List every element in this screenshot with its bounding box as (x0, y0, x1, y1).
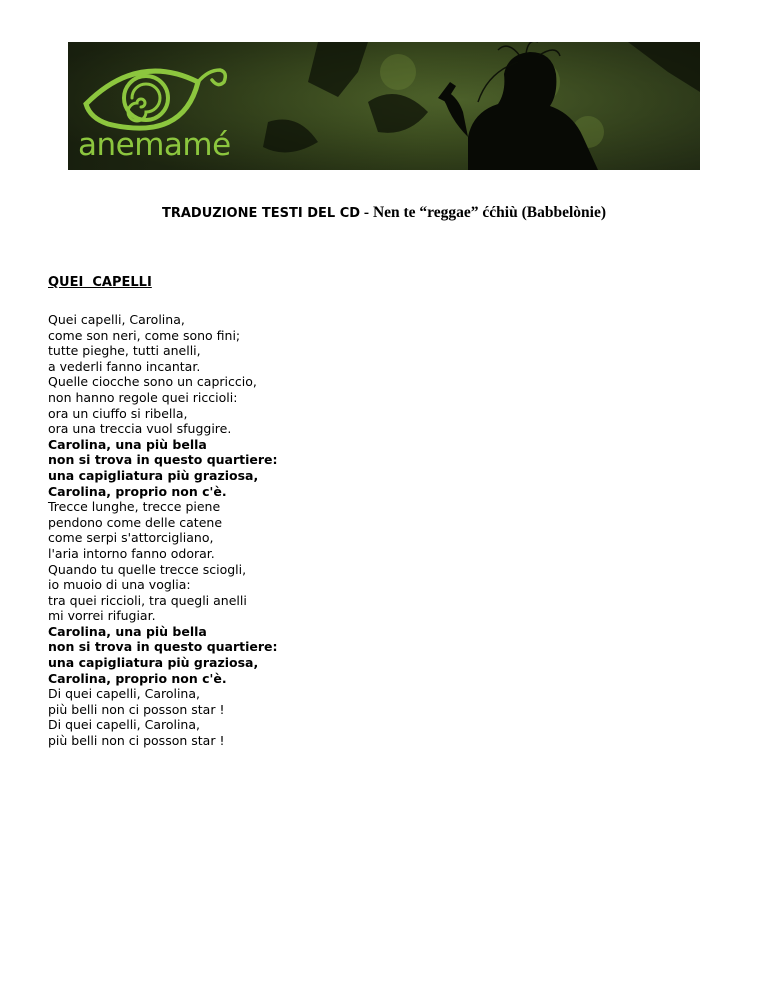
lyric-line: Quando tu quelle trecce sciogli, (48, 561, 247, 577)
lyric-line: come son neri, come sono fini; (48, 327, 241, 343)
brand-wordmark: anemamé (78, 127, 231, 163)
lyric-line: a vederli fanno incantar. (48, 358, 201, 374)
chorus-line: non si trova in questo quartiere: (48, 639, 278, 655)
lyric-line: mi vorrei rifugiar. (48, 608, 156, 624)
cd-title-heading (0, 204, 768, 222)
lyrics-block (48, 312, 278, 749)
lyric-line: più belli non ci posson star ! (48, 733, 225, 749)
cd-title-prefix: TRADUZIONE TESTI DEL CD (161, 206, 361, 221)
lyric-line: Quei capelli, Carolina, (48, 312, 185, 327)
lyric-line: Quelle ciocche sono un capriccio, (48, 374, 257, 390)
chorus-line: una capigliatura più graziosa, (48, 655, 259, 671)
chorus-line: Carolina, una più bella (48, 623, 207, 639)
chorus-line: una capigliatura più graziosa, (48, 467, 259, 483)
song-title: QUEI CAPELLI (48, 275, 152, 290)
lyric-line: tra quei riccioli, tra quegli anelli (48, 592, 247, 608)
lyric-line: Di quei capelli, Carolina, (48, 717, 200, 733)
lyric-line: ora una treccia vuol sfuggire. (48, 421, 232, 437)
lyric-line: come serpi s'attorcigliano, (48, 530, 214, 546)
lyric-line: io muoio di una voglia: (48, 577, 191, 593)
chorus-line: Carolina, proprio non c'è. (48, 483, 227, 499)
lyric-line: più belli non ci posson star ! (48, 701, 225, 717)
album-title: - Nen te “reggae” ććhiù (Babbelònie) (360, 204, 606, 221)
lyric-line: pendono come delle catene (48, 514, 223, 530)
lyric-line: tutte pieghe, tutti anelli, (48, 343, 201, 359)
chorus-line: Carolina, una più bella (48, 436, 207, 452)
lyric-line: l'aria intorno fanno odorar. (48, 545, 215, 561)
lyric-line: ora un ciuffo si ribella, (48, 405, 188, 421)
header-banner (68, 42, 700, 170)
lyric-line: non hanno regole quei riccioli: (48, 389, 238, 405)
chorus-line: non si trova in questo quartiere: (48, 452, 278, 468)
lyric-line: Trecce lunghe, trecce piene (48, 499, 221, 515)
chorus-line: Carolina, proprio non c'è. (48, 670, 227, 686)
lyric-line: Di quei capelli, Carolina, (48, 686, 200, 702)
